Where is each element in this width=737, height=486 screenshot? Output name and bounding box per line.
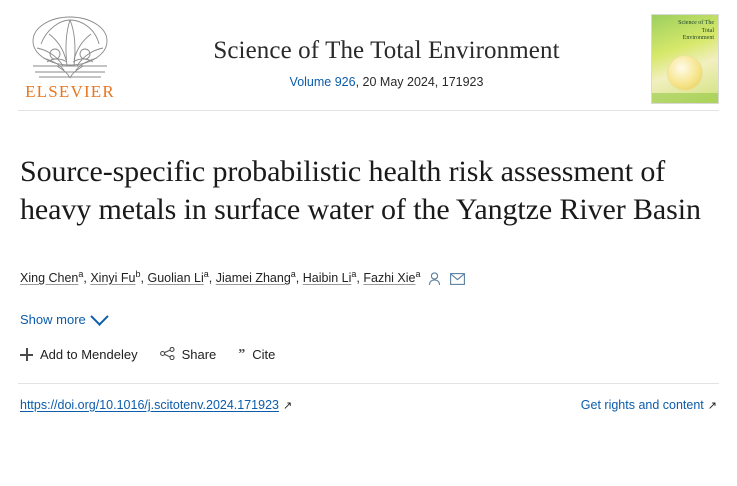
author-affiliation-marker: a [203, 268, 209, 279]
rights-container [581, 398, 717, 412]
author-item [147, 268, 216, 285]
author-name[interactable]: Guolian Li [147, 270, 204, 285]
show-more-button[interactable] [20, 312, 106, 327]
cover-title-text: Science of The Total Environment [678, 20, 714, 41]
author-affiliation-marker: a [351, 268, 357, 279]
elsevier-logo[interactable] [18, 14, 122, 102]
issue-info: , 20 May 2024, 171923 [355, 75, 484, 89]
cite-label: Cite [252, 347, 276, 363]
author-separator: , [356, 270, 364, 285]
share-icon [160, 347, 175, 363]
cite-button[interactable] [238, 347, 275, 362]
person-icon[interactable] [428, 272, 441, 286]
journal-header [0, 0, 737, 110]
external-link-icon: ↗ [282, 399, 293, 412]
page-title: Source-specific probabilistic health risk assessment of heavy metals in surface water of the Yangtze River Basin [20, 155, 701, 226]
author-name[interactable]: Xing Chen [20, 270, 79, 285]
add-to-mendeley-button[interactable] [20, 347, 138, 362]
add-to-mendeley-label: Add to Mendeley [40, 347, 138, 363]
cover-band-graphic [652, 93, 718, 103]
chevron-down-icon [90, 307, 108, 325]
author-name[interactable]: Fazhi Xie [363, 270, 416, 285]
author-name[interactable]: Jiamei Zhang [215, 270, 291, 285]
share-label: Share [181, 347, 217, 363]
author-separator: , [140, 270, 148, 285]
journal-issue-line [122, 75, 651, 89]
doi-link[interactable]: https://doi.org/10.1016/j.scitotenv.2024.171923 [20, 397, 279, 412]
author-affiliation-marker: b [135, 268, 141, 279]
plus-icon [20, 348, 33, 361]
author-separator: , [295, 270, 303, 285]
quote-icon: ” [238, 346, 246, 362]
doi-container [20, 398, 292, 412]
header-divider [18, 110, 719, 111]
author-affiliation-marker: a [290, 268, 296, 279]
author-item [215, 268, 303, 285]
cover-circle-graphic [667, 55, 703, 91]
volume-link[interactable]: Volume 926 [289, 75, 356, 89]
show-more-container [0, 289, 737, 329]
show-more-label: Show more [20, 311, 86, 327]
author-affiliation-marker: a [78, 268, 84, 279]
author-item [363, 268, 421, 285]
author-list [0, 249, 737, 289]
journal-info [122, 14, 651, 89]
author-separator: , [83, 270, 91, 285]
get-rights-link[interactable]: Get rights and content [580, 397, 704, 412]
elsevier-wordmark: ELSEVIER [25, 82, 115, 101]
journal-title[interactable]: Science of The Total Environment [213, 37, 560, 64]
author-affiliation-marker: a [415, 268, 421, 279]
external-link-icon: ↗ [707, 399, 717, 412]
article-actions [0, 329, 737, 363]
envelope-icon[interactable] [450, 272, 465, 286]
author-separator: , [208, 270, 216, 285]
author-action-icons [428, 269, 465, 289]
author-item [302, 268, 364, 285]
author-item [20, 268, 91, 285]
author-item [90, 268, 148, 285]
author-name[interactable]: Xinyi Fu [90, 270, 136, 285]
footer-links [0, 384, 737, 412]
elsevier-tree-icon [27, 14, 113, 80]
author-name[interactable]: Haibin Li [302, 270, 352, 285]
journal-cover-thumbnail[interactable] [651, 14, 719, 104]
share-button[interactable] [160, 347, 217, 363]
